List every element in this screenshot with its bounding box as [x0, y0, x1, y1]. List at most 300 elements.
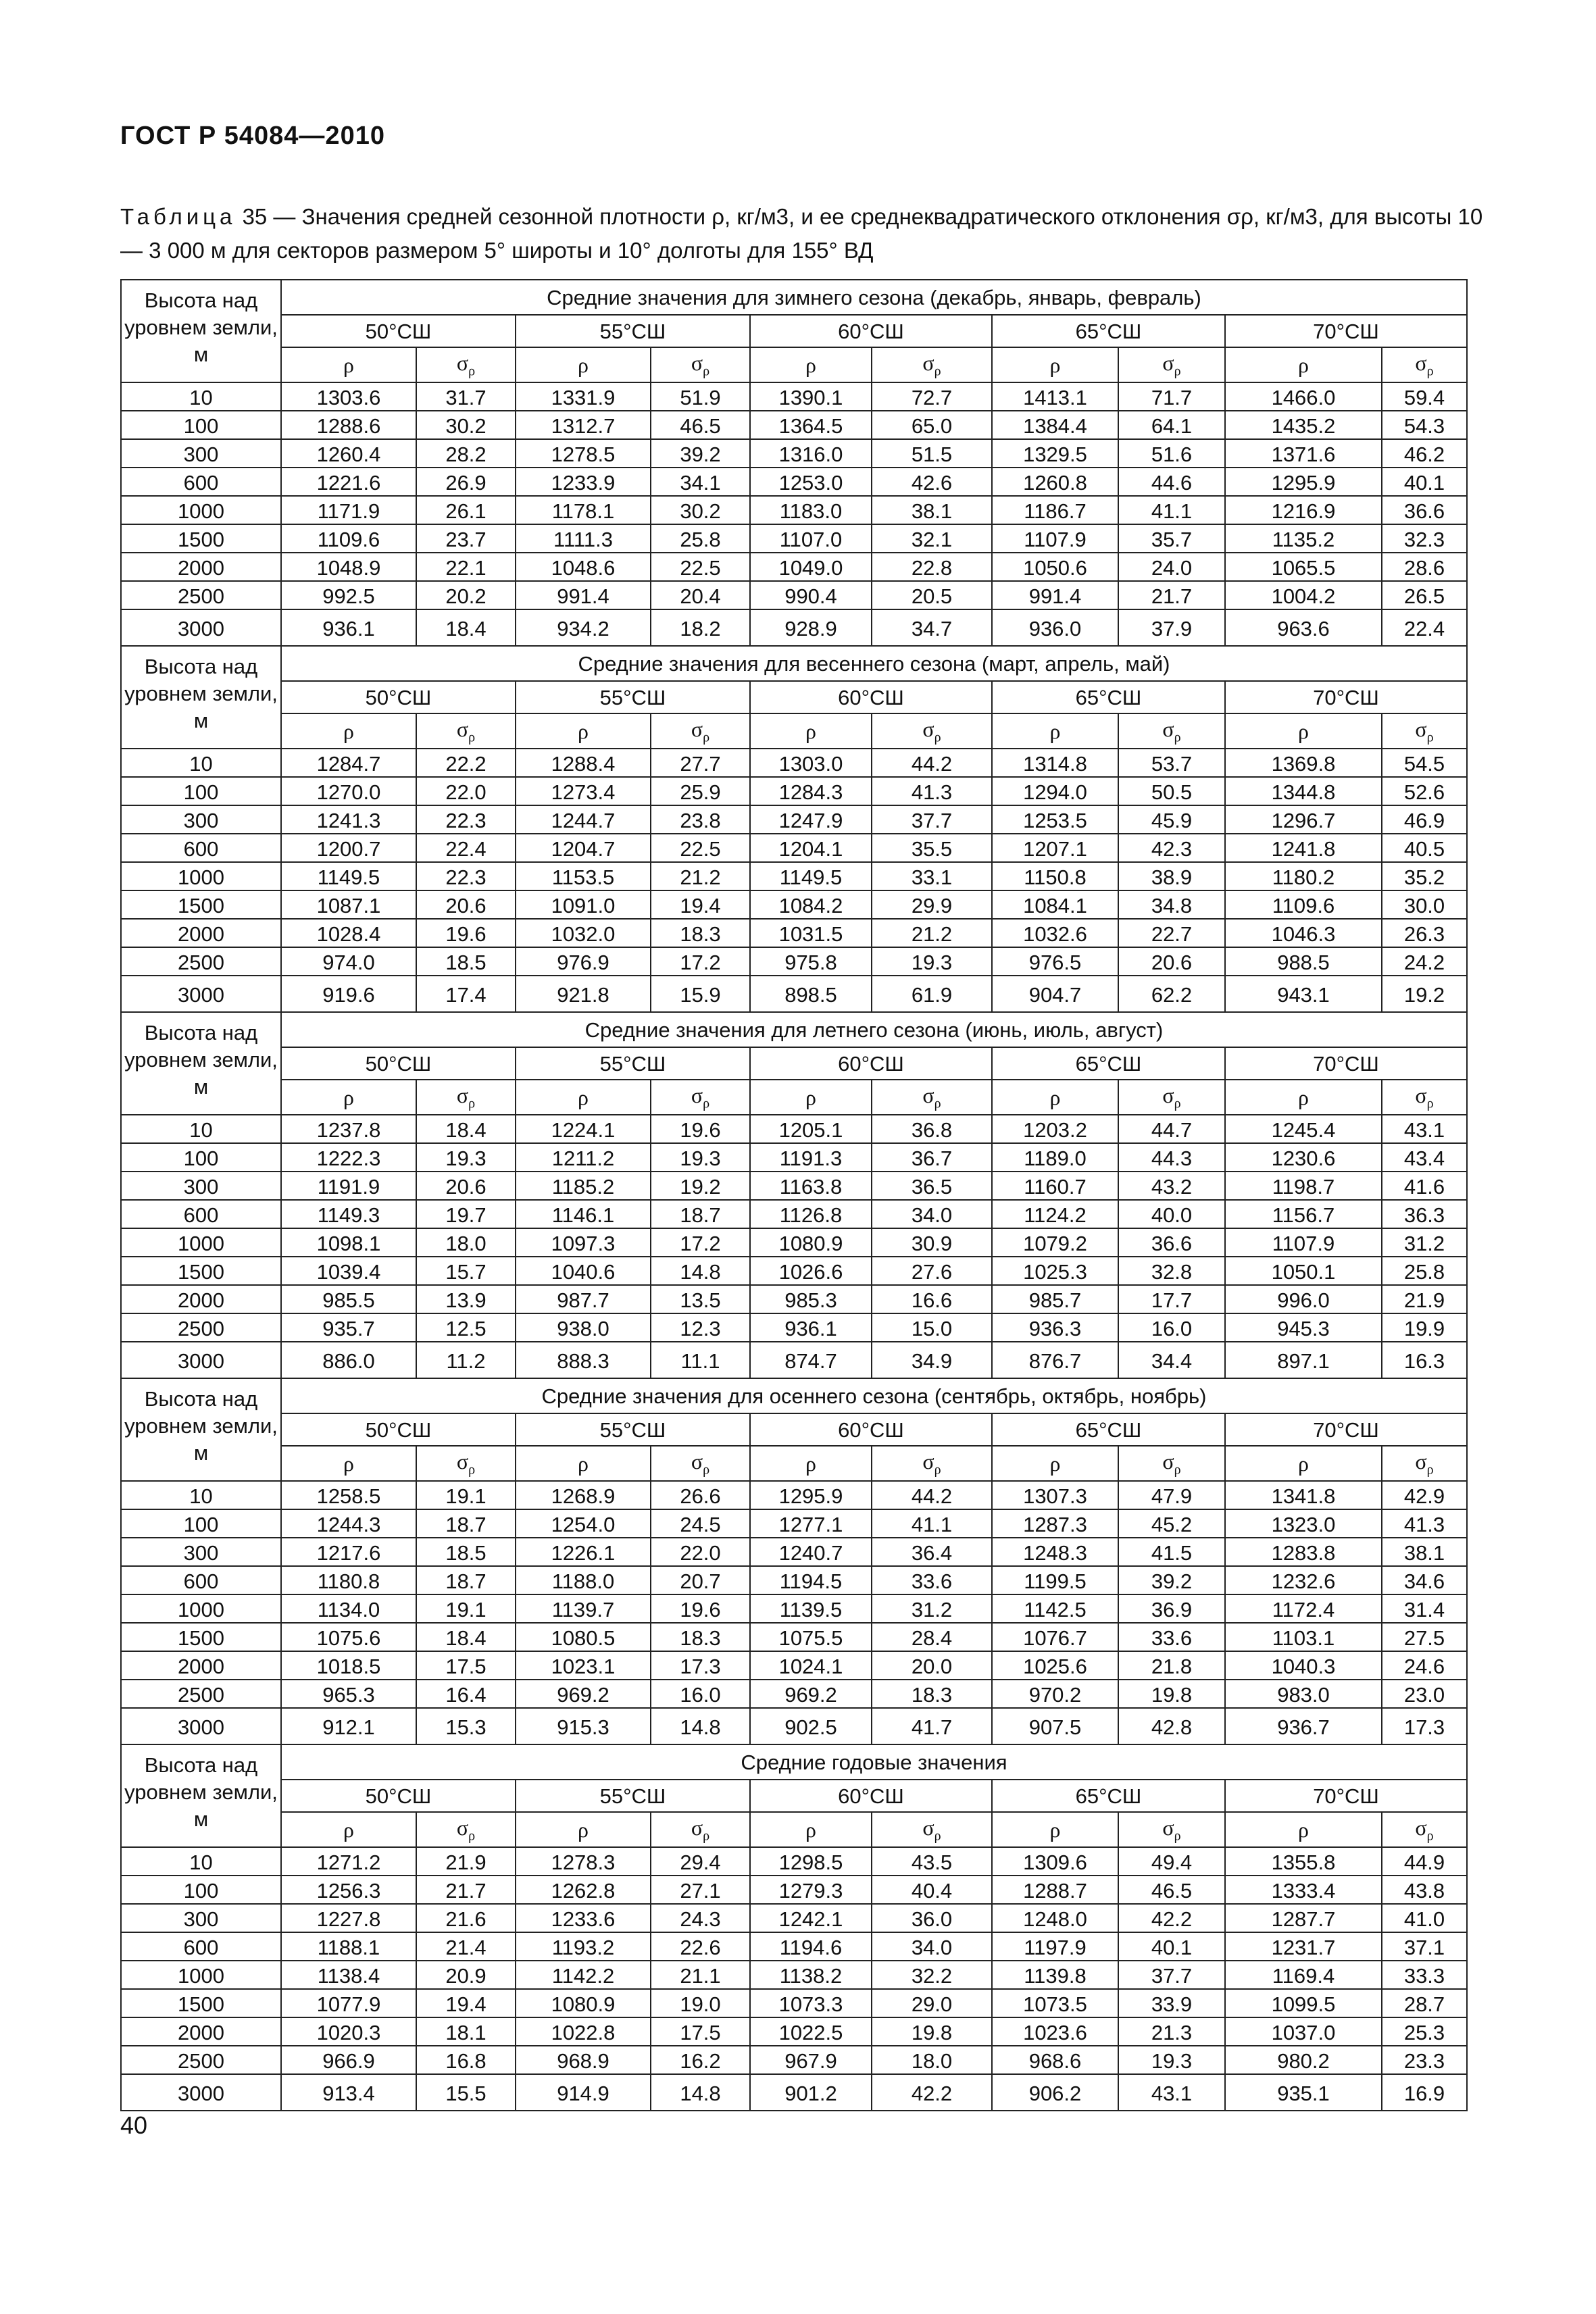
rho-cell: 1284.3 — [750, 777, 872, 805]
rho-cell: 1287.3 — [992, 1509, 1118, 1538]
sigma-cell: 29.9 — [872, 890, 992, 919]
rho-cell: 1109.6 — [1225, 890, 1382, 919]
table-row — [121, 1932, 1467, 1961]
rho-cell: 985.3 — [750, 1285, 872, 1313]
table-row — [121, 1342, 1467, 1378]
sigma-cell: 35.5 — [872, 834, 992, 862]
rho-cell: 1134.0 — [281, 1594, 416, 1623]
sigma-symbol: σ — [1162, 1449, 1174, 1474]
sigma-cell: 44.2 — [872, 1481, 992, 1509]
rho-cell: 1023.6 — [992, 2017, 1118, 2046]
rho-cell: 987.7 — [516, 1285, 651, 1313]
sigma-cell: 24.0 — [1118, 553, 1225, 581]
rho-cell: 1242.1 — [750, 1904, 872, 1932]
sigma-cell: 22.6 — [651, 1932, 750, 1961]
sigma-cell: 19.6 — [651, 1594, 750, 1623]
sigma-cell: 44.3 — [1118, 1143, 1225, 1172]
sigma-cell: 40.0 — [1118, 1200, 1225, 1228]
section-title: Средние значения для зимнего сезона (декабрь, январь, февраль) — [281, 280, 1467, 315]
rho-cell: 1384.4 — [992, 411, 1118, 439]
rho-header: ρ — [281, 1080, 416, 1115]
rho-cell: 1183.0 — [750, 496, 872, 524]
rho-cell: 1149.3 — [281, 1200, 416, 1228]
sigma-symbol: σ — [922, 1082, 934, 1107]
sigma-cell: 22.4 — [416, 834, 516, 862]
rho-cell: 935.7 — [281, 1313, 416, 1342]
height-cell: 2500 — [121, 581, 281, 609]
sigma-cell: 22.7 — [1118, 919, 1225, 947]
sigma-subscript: ρ — [934, 363, 941, 379]
height-cell: 2500 — [121, 2046, 281, 2074]
rho-cell: 991.4 — [516, 581, 651, 609]
sigma-cell: 40.5 — [1382, 834, 1467, 862]
sigma-cell: 40.4 — [872, 1876, 992, 1904]
sigma-symbol: σ — [456, 716, 469, 741]
table-row — [121, 862, 1467, 890]
rho-cell: 1040.3 — [1225, 1651, 1382, 1680]
latitude-header: 55°СШ — [516, 1780, 750, 1812]
rho-cell: 1107.9 — [992, 524, 1118, 553]
latitude-header-row — [121, 681, 1467, 713]
latitude-header: 70°СШ — [1225, 315, 1467, 347]
rho-cell: 1178.1 — [516, 496, 651, 524]
sigma-cell: 42.9 — [1382, 1481, 1467, 1509]
rho-cell: 1172.4 — [1225, 1594, 1382, 1623]
rho-cell: 906.2 — [992, 2074, 1118, 2111]
rho-cell: 1435.2 — [1225, 411, 1382, 439]
rho-cell: 970.2 — [992, 1680, 1118, 1708]
table-row — [121, 1989, 1467, 2017]
rho-cell: 1107.9 — [1225, 1228, 1382, 1257]
sigma-symbol: σ — [1415, 1815, 1427, 1840]
sigma-cell: 46.9 — [1382, 805, 1467, 834]
sigma-header — [416, 1446, 516, 1481]
sigma-cell: 15.3 — [416, 1708, 516, 1744]
rho-cell: 1153.5 — [516, 862, 651, 890]
sigma-cell: 20.5 — [872, 581, 992, 609]
rho-cell: 1258.5 — [281, 1481, 416, 1509]
rho-cell: 985.7 — [992, 1285, 1118, 1313]
rho-cell: 1204.1 — [750, 834, 872, 862]
sigma-symbol: σ — [922, 1815, 934, 1840]
height-cell: 10 — [121, 749, 281, 777]
rho-cell: 1341.8 — [1225, 1481, 1382, 1509]
sigma-cell: 51.6 — [1118, 439, 1225, 468]
rho-cell: 1156.7 — [1225, 1200, 1382, 1228]
table-row — [121, 834, 1467, 862]
rho-cell: 1245.4 — [1225, 1115, 1382, 1143]
sigma-cell: 41.1 — [872, 1509, 992, 1538]
table-row — [121, 496, 1467, 524]
sigma-subscript: ρ — [1426, 363, 1434, 379]
sigma-cell: 41.1 — [1118, 496, 1225, 524]
sigma-subscript: ρ — [1174, 1096, 1181, 1111]
rho-cell: 1303.6 — [281, 382, 416, 411]
sigma-cell: 23.0 — [1382, 1680, 1467, 1708]
sigma-cell: 44.7 — [1118, 1115, 1225, 1143]
sigma-cell: 20.9 — [416, 1961, 516, 1989]
sigma-cell: 16.6 — [872, 1285, 992, 1313]
sigma-cell: 18.4 — [416, 1115, 516, 1143]
rho-cell: 1150.8 — [992, 862, 1118, 890]
sigma-cell: 20.4 — [651, 581, 750, 609]
rho-cell: 1296.7 — [1225, 805, 1382, 834]
section-title: Средние значения для летнего сезона (июнь, июль, август) — [281, 1012, 1467, 1047]
height-column-header: Высота над уровнем земли, м — [121, 646, 281, 749]
rho-header: ρ — [1225, 347, 1382, 382]
sigma-cell: 16.9 — [1382, 2074, 1467, 2111]
sigma-symbol: σ — [456, 350, 469, 375]
sigma-cell: 14.8 — [651, 1257, 750, 1285]
table-row — [121, 1651, 1467, 1680]
sigma-cell: 17.3 — [1382, 1708, 1467, 1744]
sigma-cell: 41.7 — [872, 1708, 992, 1744]
latitude-header: 65°СШ — [992, 1047, 1225, 1080]
height-cell: 10 — [121, 1481, 281, 1509]
sigma-cell: 35.2 — [1382, 862, 1467, 890]
sigma-cell: 18.3 — [872, 1680, 992, 1708]
latitude-header: 65°СШ — [992, 315, 1225, 347]
rho-cell: 1050.6 — [992, 553, 1118, 581]
sigma-cell: 19.0 — [651, 1989, 750, 2017]
sigma-cell: 54.5 — [1382, 749, 1467, 777]
sigma-header — [1382, 1446, 1467, 1481]
rho-cell: 1026.6 — [750, 1257, 872, 1285]
rho-cell: 1260.8 — [992, 468, 1118, 496]
rho-header: ρ — [992, 1812, 1118, 1847]
sigma-subscript: ρ — [1426, 1462, 1434, 1478]
rho-cell: 1241.3 — [281, 805, 416, 834]
rho-cell: 898.5 — [750, 976, 872, 1012]
rho-cell: 1142.2 — [516, 1961, 651, 1989]
sigma-cell: 35.7 — [1118, 524, 1225, 553]
rho-cell: 1268.9 — [516, 1481, 651, 1509]
sigma-cell: 32.1 — [872, 524, 992, 553]
height-cell: 10 — [121, 1115, 281, 1143]
table-row — [121, 1172, 1467, 1200]
table-row — [121, 777, 1467, 805]
rho-cell: 1048.6 — [516, 553, 651, 581]
sigma-cell: 18.5 — [416, 947, 516, 976]
sigma-symbol: σ — [1415, 716, 1427, 741]
sigma-header — [1382, 1812, 1467, 1847]
rho-cell: 935.1 — [1225, 2074, 1382, 2111]
sigma-subscript: ρ — [703, 730, 710, 745]
rho-cell: 1084.1 — [992, 890, 1118, 919]
sigma-cell: 38.9 — [1118, 862, 1225, 890]
rho-cell: 876.7 — [992, 1342, 1118, 1378]
rho-header: ρ — [992, 1080, 1118, 1115]
sigma-cell: 51.9 — [651, 382, 750, 411]
sigma-cell: 22.0 — [416, 777, 516, 805]
sigma-cell: 45.2 — [1118, 1509, 1225, 1538]
rho-cell: 1237.8 — [281, 1115, 416, 1143]
sigma-header — [651, 347, 750, 382]
table-row — [121, 1538, 1467, 1566]
sigma-cell: 19.3 — [872, 947, 992, 976]
sigma-cell: 30.2 — [651, 496, 750, 524]
sigma-cell: 46.5 — [651, 411, 750, 439]
symbol-header-row — [121, 1812, 1467, 1847]
sigma-cell: 22.3 — [416, 805, 516, 834]
rho-cell: 1233.6 — [516, 1904, 651, 1932]
rho-cell: 1248.3 — [992, 1538, 1118, 1566]
sigma-cell: 54.3 — [1382, 411, 1467, 439]
rho-cell: 1198.7 — [1225, 1172, 1382, 1200]
height-column-header: Высота над уровнем земли, м — [121, 1744, 281, 1847]
rho-cell: 1279.3 — [750, 1876, 872, 1904]
rho-cell: 912.1 — [281, 1708, 416, 1744]
section-header-row — [121, 1744, 1467, 1780]
rho-cell: 904.7 — [992, 976, 1118, 1012]
rho-cell: 1248.0 — [992, 1904, 1118, 1932]
rho-cell: 1126.8 — [750, 1200, 872, 1228]
sigma-cell: 24.6 — [1382, 1651, 1467, 1680]
rho-cell: 1037.0 — [1225, 2017, 1382, 2046]
sigma-cell: 33.9 — [1118, 1989, 1225, 2017]
sigma-cell: 28.7 — [1382, 1989, 1467, 2017]
sigma-cell: 21.7 — [1118, 581, 1225, 609]
sigma-cell: 34.9 — [872, 1342, 992, 1378]
latitude-header-row — [121, 315, 1467, 347]
rho-header: ρ — [992, 1446, 1118, 1481]
rho-cell: 1204.7 — [516, 834, 651, 862]
sigma-cell: 36.8 — [872, 1115, 992, 1143]
height-cell: 2000 — [121, 1651, 281, 1680]
sigma-cell: 22.5 — [651, 834, 750, 862]
rho-cell: 1098.1 — [281, 1228, 416, 1257]
sigma-cell: 43.1 — [1382, 1115, 1467, 1143]
sigma-header — [1118, 1812, 1225, 1847]
rho-cell: 1135.2 — [1225, 524, 1382, 553]
sigma-cell: 21.2 — [651, 862, 750, 890]
sigma-header — [872, 713, 992, 749]
table-row — [121, 919, 1467, 947]
height-cell: 1000 — [121, 862, 281, 890]
sigma-cell: 16.4 — [416, 1680, 516, 1708]
table-row — [121, 439, 1467, 468]
sigma-cell: 21.8 — [1118, 1651, 1225, 1680]
table-row — [121, 1594, 1467, 1623]
sigma-cell: 17.5 — [651, 2017, 750, 2046]
rho-cell: 1284.7 — [281, 749, 416, 777]
latitude-header: 60°СШ — [750, 1780, 992, 1812]
latitude-header: 55°СШ — [516, 681, 750, 713]
rho-cell: 1022.8 — [516, 2017, 651, 2046]
sigma-cell: 19.8 — [1118, 1680, 1225, 1708]
rho-cell: 1288.6 — [281, 411, 416, 439]
sigma-subscript: ρ — [1174, 730, 1181, 745]
table-row — [121, 382, 1467, 411]
latitude-header: 50°СШ — [281, 315, 516, 347]
rho-cell: 988.5 — [1225, 947, 1382, 976]
latitude-header: 70°СШ — [1225, 1413, 1467, 1446]
rho-cell: 1022.5 — [750, 2017, 872, 2046]
sigma-symbol: σ — [1162, 1815, 1174, 1840]
rho-cell: 901.2 — [750, 2074, 872, 2111]
rho-cell: 1222.3 — [281, 1143, 416, 1172]
rho-cell: 1323.0 — [1225, 1509, 1382, 1538]
rho-cell: 1205.1 — [750, 1115, 872, 1143]
rho-cell: 1216.9 — [1225, 496, 1382, 524]
sigma-symbol: σ — [1162, 716, 1174, 741]
sigma-cell: 42.2 — [1118, 1904, 1225, 1932]
rho-header: ρ — [516, 1446, 651, 1481]
table-row — [121, 553, 1467, 581]
height-cell: 3000 — [121, 1708, 281, 1744]
rho-cell: 1149.5 — [281, 862, 416, 890]
sigma-cell: 17.4 — [416, 976, 516, 1012]
height-cell: 100 — [121, 777, 281, 805]
rho-cell: 1207.1 — [992, 834, 1118, 862]
rho-cell: 1232.6 — [1225, 1566, 1382, 1594]
sigma-header — [1382, 713, 1467, 749]
height-cell: 300 — [121, 439, 281, 468]
sigma-symbol: σ — [691, 1082, 703, 1107]
rho-cell: 1226.1 — [516, 1538, 651, 1566]
section-header-row — [121, 1378, 1467, 1413]
sigma-cell: 21.9 — [1382, 1285, 1467, 1313]
rho-cell: 1371.6 — [1225, 439, 1382, 468]
rho-cell: 969.2 — [750, 1680, 872, 1708]
table-row — [121, 1313, 1467, 1342]
rho-cell: 914.9 — [516, 2074, 651, 2111]
rho-cell: 1277.1 — [750, 1509, 872, 1538]
symbol-header-row — [121, 713, 1467, 749]
rho-cell: 1080.9 — [750, 1228, 872, 1257]
sigma-cell: 19.8 — [872, 2017, 992, 2046]
sigma-cell: 36.3 — [1382, 1200, 1467, 1228]
rho-cell: 1288.4 — [516, 749, 651, 777]
sigma-cell: 17.3 — [651, 1651, 750, 1680]
sigma-cell: 42.6 — [872, 468, 992, 496]
rho-cell: 1040.6 — [516, 1257, 651, 1285]
rho-cell: 1004.2 — [1225, 581, 1382, 609]
rho-cell: 1333.4 — [1225, 1876, 1382, 1904]
sigma-subscript: ρ — [934, 1096, 941, 1111]
rho-cell: 1149.5 — [750, 862, 872, 890]
height-cell: 1500 — [121, 1623, 281, 1651]
rho-cell: 1278.3 — [516, 1847, 651, 1876]
rho-cell: 1065.5 — [1225, 553, 1382, 581]
height-cell: 1000 — [121, 1228, 281, 1257]
rho-cell: 1270.0 — [281, 777, 416, 805]
rho-cell: 967.9 — [750, 2046, 872, 2074]
rho-cell: 888.3 — [516, 1342, 651, 1378]
sigma-cell: 18.7 — [651, 1200, 750, 1228]
rho-cell: 1180.2 — [1225, 862, 1382, 890]
sigma-cell: 34.4 — [1118, 1342, 1225, 1378]
sigma-cell: 18.5 — [416, 1538, 516, 1566]
rho-cell: 1080.5 — [516, 1623, 651, 1651]
rho-cell: 1273.4 — [516, 777, 651, 805]
sigma-cell: 71.7 — [1118, 382, 1225, 411]
latitude-header: 55°СШ — [516, 1047, 750, 1080]
sigma-subscript: ρ — [1174, 1462, 1181, 1478]
sigma-cell: 19.2 — [651, 1172, 750, 1200]
sigma-cell: 52.6 — [1382, 777, 1467, 805]
rho-cell: 1307.3 — [992, 1481, 1118, 1509]
sigma-cell: 46.2 — [1382, 439, 1467, 468]
rho-cell: 1303.0 — [750, 749, 872, 777]
rho-cell: 1163.8 — [750, 1172, 872, 1200]
sigma-cell: 33.1 — [872, 862, 992, 890]
rho-cell: 1256.3 — [281, 1876, 416, 1904]
rho-cell: 1314.8 — [992, 749, 1118, 777]
sigma-cell: 44.2 — [872, 749, 992, 777]
sigma-cell: 33.3 — [1382, 1961, 1467, 1989]
latitude-header-row — [121, 1780, 1467, 1812]
latitude-header: 55°СШ — [516, 1413, 750, 1446]
sigma-cell: 34.0 — [872, 1200, 992, 1228]
rho-cell: 1329.5 — [992, 439, 1118, 468]
height-cell: 3000 — [121, 976, 281, 1012]
sigma-cell: 19.6 — [416, 919, 516, 947]
rho-cell: 902.5 — [750, 1708, 872, 1744]
rho-cell: 1230.6 — [1225, 1143, 1382, 1172]
rho-cell: 1390.1 — [750, 382, 872, 411]
sigma-header — [1118, 347, 1225, 382]
sigma-header — [416, 347, 516, 382]
sigma-header — [872, 1446, 992, 1481]
sigma-cell: 31.7 — [416, 382, 516, 411]
height-cell: 100 — [121, 411, 281, 439]
rho-header: ρ — [750, 1080, 872, 1115]
rho-cell: 1295.9 — [750, 1481, 872, 1509]
height-cell: 1500 — [121, 1989, 281, 2017]
rho-cell: 1271.2 — [281, 1847, 416, 1876]
density-table — [120, 279, 1468, 2111]
height-cell: 1500 — [121, 890, 281, 919]
height-cell: 300 — [121, 1904, 281, 1932]
sigma-cell: 32.2 — [872, 1961, 992, 1989]
rho-cell: 1077.9 — [281, 1989, 416, 2017]
sigma-cell: 53.7 — [1118, 749, 1225, 777]
sigma-cell: 34.1 — [651, 468, 750, 496]
rho-cell: 919.6 — [281, 976, 416, 1012]
height-column-header: Высота над уровнем земли, м — [121, 1012, 281, 1115]
sigma-subscript: ρ — [1174, 363, 1181, 379]
height-cell: 2000 — [121, 1285, 281, 1313]
rho-cell: 1466.0 — [1225, 382, 1382, 411]
sigma-cell: 30.0 — [1382, 890, 1467, 919]
rho-header: ρ — [516, 1812, 651, 1847]
sigma-header — [1118, 713, 1225, 749]
rho-cell: 1080.9 — [516, 1989, 651, 2017]
sigma-cell: 18.0 — [872, 2046, 992, 2074]
sigma-subscript: ρ — [1174, 1828, 1181, 1844]
sigma-cell: 19.6 — [651, 1115, 750, 1143]
sigma-cell: 19.3 — [416, 1143, 516, 1172]
caption-label: Таблица — [120, 204, 236, 229]
sigma-symbol: σ — [691, 350, 703, 375]
rho-cell: 1142.5 — [992, 1594, 1118, 1623]
sigma-cell: 37.9 — [1118, 609, 1225, 646]
sigma-cell: 21.7 — [416, 1876, 516, 1904]
rho-cell: 1241.8 — [1225, 834, 1382, 862]
sigma-cell: 40.1 — [1118, 1932, 1225, 1961]
sigma-cell: 21.9 — [416, 1847, 516, 1876]
rho-cell: 991.4 — [992, 581, 1118, 609]
rho-header: ρ — [1225, 1812, 1382, 1847]
rho-cell: 1194.6 — [750, 1932, 872, 1961]
latitude-header: 60°СШ — [750, 681, 992, 713]
sigma-cell: 21.4 — [416, 1932, 516, 1961]
rho-cell: 965.3 — [281, 1680, 416, 1708]
sigma-cell: 43.8 — [1382, 1876, 1467, 1904]
sigma-cell: 24.2 — [1382, 947, 1467, 976]
sigma-cell: 26.9 — [416, 468, 516, 496]
